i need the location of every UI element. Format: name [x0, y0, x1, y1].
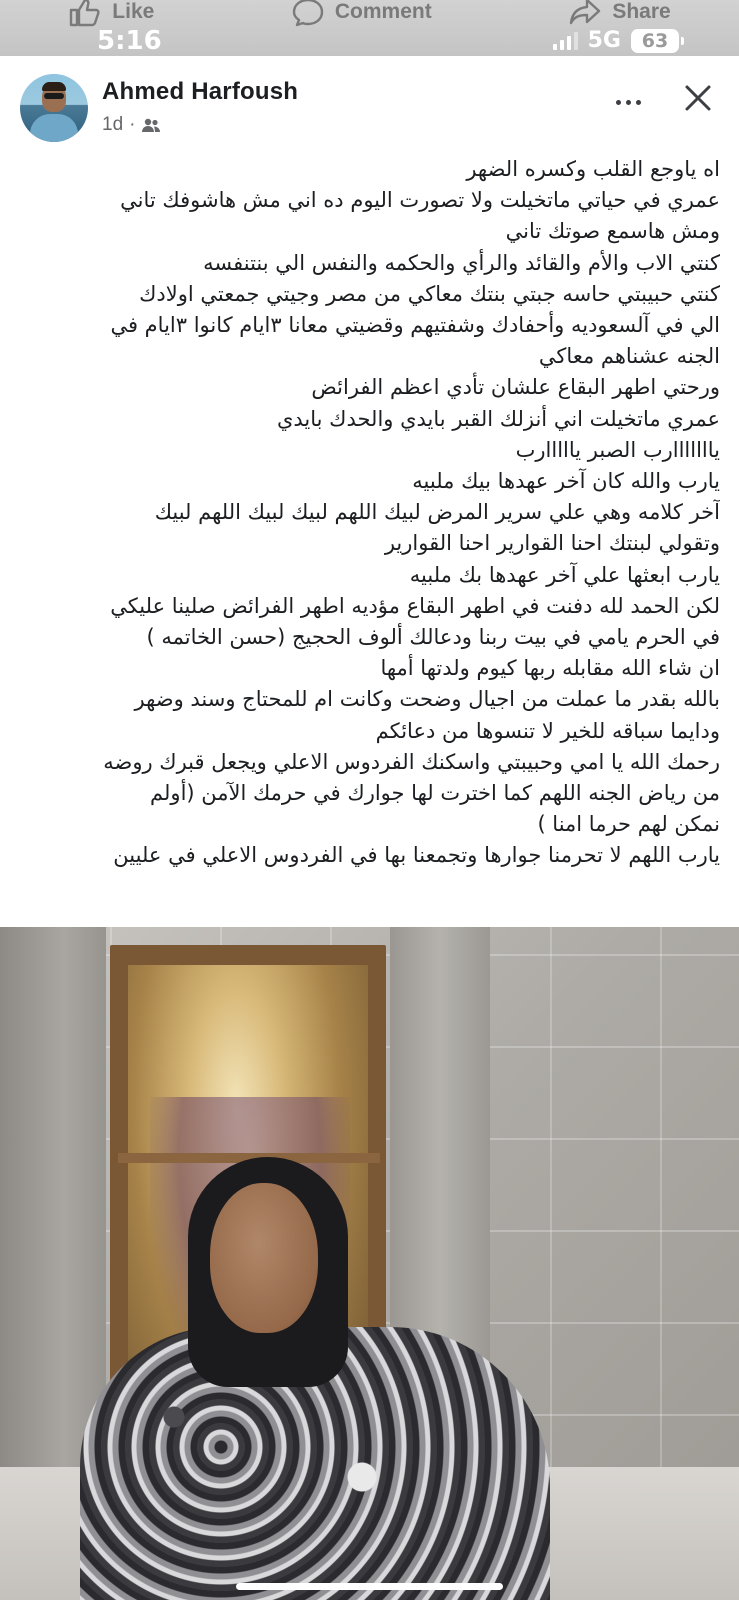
post-text-line: اه ياوجع القلب وكسره الضهر [466, 157, 720, 181]
post-text-line: بالله بقدر ما عملت من اجيال وضحت وكانت ام للمحتاج وسند وضهر [134, 687, 720, 712]
post-text-line: آخر كلامه وهي علي سرير المرض لبيك اللهم لبيك لبيك اللهم لبيك [154, 500, 720, 525]
post-text-line: الجنه عشناهم معاكي [538, 344, 720, 369]
home-indicator[interactable] [236, 1583, 503, 1590]
like-button[interactable] [68, 0, 154, 27]
more-dots-icon [616, 100, 621, 105]
battery-level: 63 [641, 29, 669, 52]
post-text-line: عمري ماتخيلت اني أنزلك القبر بايدي والحدك بايدي [276, 406, 720, 431]
post-meta [102, 114, 161, 136]
post-text-line: يارب والله كان آخر عهدها بيك ملبيه [412, 469, 720, 494]
cellular-signal-icon [553, 32, 578, 50]
comment-label: Comment [334, 0, 432, 23]
post-text-line: الي في آلسعوديه وأحفادك وشفتيهم وقضيتي معانا ٣ايام كانوا ٣ايام في [110, 313, 720, 338]
post-text-line: رحمك الله يا امي وحبيبتي واسكنك الفردوس الاعلي ويجعل قبرك روضه [103, 749, 720, 774]
post-header [20, 74, 720, 146]
share-label: Share [612, 0, 671, 23]
like-label: Like [112, 0, 155, 23]
post-text-line: يارب اللهم لا تحرمنا جوارها وتجمعنا بها في الفردوس الاعلي في عليين [113, 843, 720, 868]
post-text-line: نمكن لهم حرما امنا ) [537, 812, 720, 837]
status-bar [0, 26, 739, 60]
post-text-line: كنتي الاب والأم والقائد والرأي والحكمه والنفس الي بنتنفسه [203, 250, 720, 275]
comment-bubble-icon [291, 0, 325, 27]
friends-icon [141, 117, 161, 133]
meta-separator: · [129, 114, 136, 135]
share-arrow-icon [568, 0, 602, 27]
post-text-line: ان شاء الله مقابله ربها كيوم ولدتها أمها [380, 656, 720, 681]
post-text-line: لكن الحمد لله دفنت في اطهر البقاع مؤديه اطهر الفرائض صلينا عليكي [110, 593, 720, 618]
battery-icon [631, 29, 679, 53]
post-text-line: ورحتي اطهر البقاع علشان تأدي اعظم الفرائض [311, 375, 720, 400]
post-text-line: من رياض الجنه اللهم كما اخترت لها جوارك في حرمك الآمن (أولم [150, 781, 720, 806]
comment-button[interactable] [291, 0, 432, 27]
post-text-line: ودايما سباقه للخير لا تنسوها من دعائكم [375, 718, 720, 743]
post-text-line: كنتي حبيبتي حاسه جبتي بنتك معاكي من مصر وجيتي جمعتي اولادك [139, 281, 720, 306]
post-text-line: عمري في حياتي ماتخيلت ولا تصورت اليوم ده اني مش هاشوفك تاني [120, 188, 720, 213]
post-text-line: في الحرم يامي في بيت ربنا ودعالك ألوف الحجيج (حسن الخاتمه ) [146, 625, 720, 650]
network-type: 5G [587, 28, 621, 53]
post-text-line: يااااااارب الصبر يااااارب [515, 437, 720, 462]
avatar[interactable] [20, 74, 88, 142]
status-indicators [553, 28, 679, 53]
post-time[interactable]: 1d [102, 114, 124, 135]
close-icon [684, 84, 712, 112]
thumbs-up-icon [68, 0, 102, 27]
post-text [18, 154, 720, 872]
more-options-button[interactable] [608, 82, 648, 122]
close-button[interactable] [676, 76, 720, 120]
post-sheet [0, 56, 739, 1600]
share-button[interactable] [568, 0, 670, 27]
photo-subject [60, 1157, 560, 1600]
post-text-line: ومش هاسمع صوتك تاني [505, 219, 720, 244]
post-text-line: وتقولي لبنتك احنا القوارير احنا القوارير [384, 531, 720, 556]
status-time: 5:16 [97, 26, 162, 56]
post-photo[interactable] [0, 927, 739, 1600]
post-text-line: يارب ابعثها علي آخر عهدها بك ملبيه [409, 562, 720, 587]
author-name[interactable]: Ahmed Harfoush [102, 78, 299, 105]
